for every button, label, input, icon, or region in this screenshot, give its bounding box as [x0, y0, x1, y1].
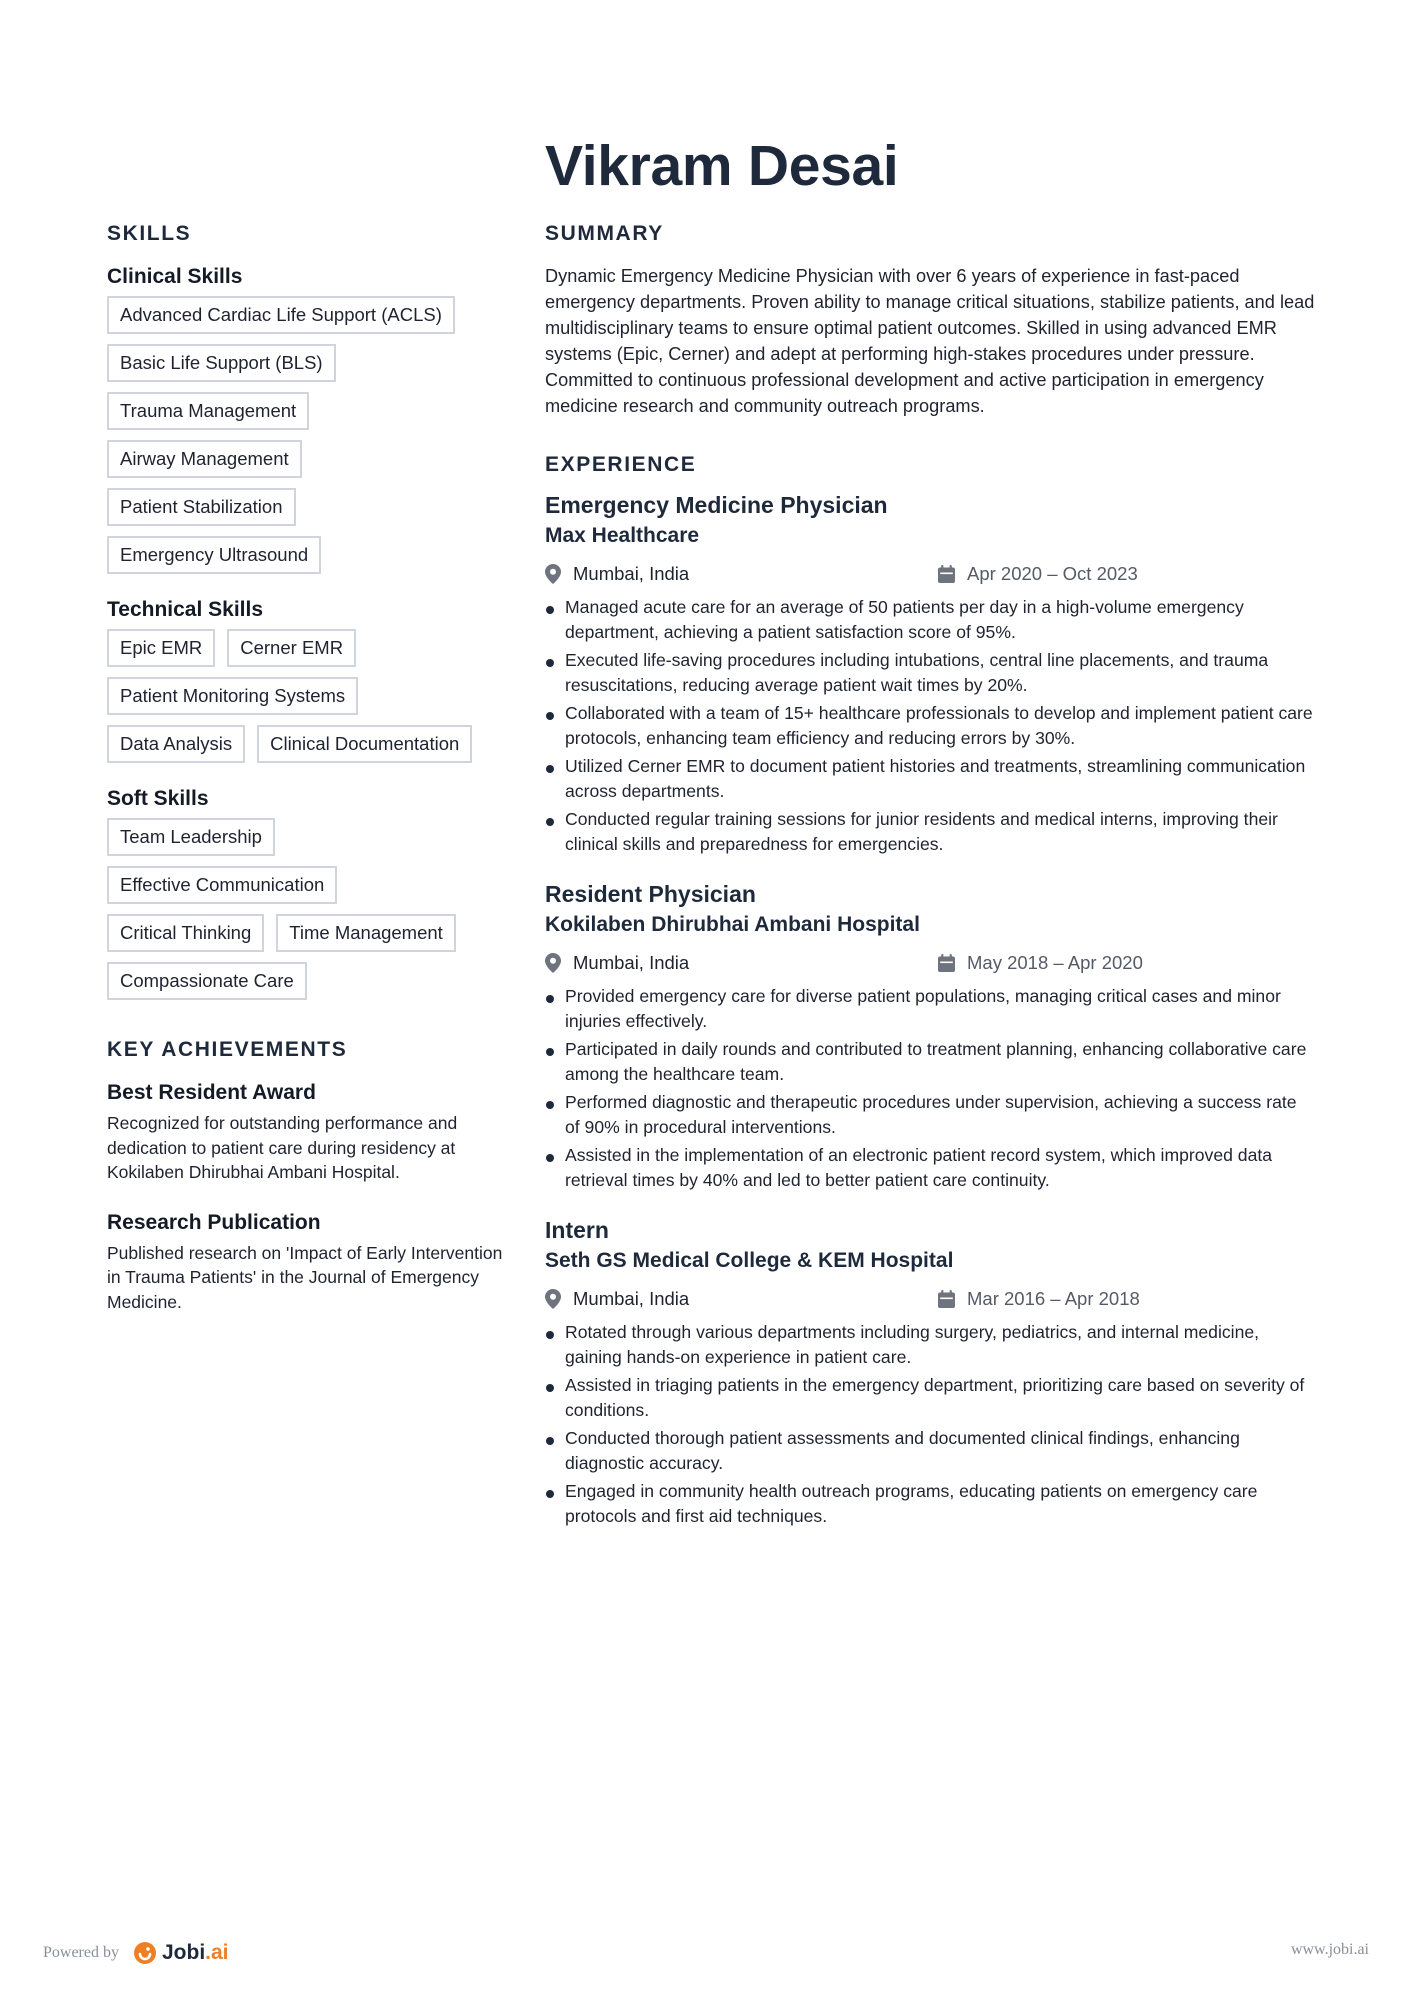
job-location [545, 561, 689, 587]
job-title: Resident Physician [545, 881, 756, 907]
achievement-item [107, 1209, 507, 1315]
skills-heading: SKILLS [107, 222, 192, 245]
job-bullet: Managed acute care for an average of 50 patients per day in a high-volume emergency department, achieving a patient satisfaction score of 95%. [545, 595, 1315, 644]
job-location-text: Mumbai, India [573, 952, 690, 973]
achievement-list [107, 1079, 507, 1314]
skill-tag: Cerner EMR [227, 629, 356, 667]
job-bullets [545, 984, 1315, 1192]
job-bullet: Collaborated with a team of 15+ healthcare professionals to develop and implement patient care protocols, enhancing team efficiency and reducing errors by 30%. [545, 701, 1315, 750]
job-location-text: Mumbai, India [573, 563, 690, 584]
job-bullet: Conducted regular training sessions for junior residents and medical interns, improving their clinical skills and preparedness for emergencies. [545, 807, 1315, 856]
skills-section [107, 220, 507, 1010]
job-dates [938, 1286, 1140, 1312]
achievements-section [107, 1036, 507, 1314]
skill-tag: Clinical Documentation [257, 725, 472, 763]
skill-tag: Advanced Cardiac Life Support (ACLS) [107, 296, 455, 334]
skill-tag: Compassionate Care [107, 962, 307, 1000]
left-column [107, 220, 507, 1338]
summary-section [545, 220, 1315, 419]
job-company: Max Healthcare [545, 524, 700, 547]
job-dates [938, 561, 1138, 587]
skill-group-title: Clinical Skills [107, 265, 243, 288]
job-bullet: Provided emergency care for diverse patient populations, managing critical cases and minor injuries effectively. [545, 984, 1315, 1033]
job-bullet: Rotated through various departments including surgery, pediatrics, and internal medicine, gaining hands-on experience in patient care. [545, 1320, 1315, 1369]
achievement-description: Recognized for outstanding performance and dedication to patient care during residency at Kokilaben Dhirubhai Ambani Hospital. [107, 1113, 458, 1182]
jobi-logo[interactable] [133, 1941, 229, 1965]
achievement-title: Research Publication [107, 1210, 321, 1234]
skill-tag: Epic EMR [107, 629, 215, 667]
skill-tag: Critical Thinking [107, 914, 264, 952]
job-bullets [545, 595, 1315, 856]
skill-tag: Basic Life Support (BLS) [107, 344, 336, 382]
skill-tag: Data Analysis [107, 725, 245, 763]
job-company: Seth GS Medical College & KEM Hospital [545, 1249, 954, 1272]
job-title: Intern [545, 1217, 609, 1243]
summary-heading: SUMMARY [545, 222, 664, 245]
right-column [545, 220, 1315, 1550]
job-company: Kokilaben Dhirubhai Ambani Hospital [545, 913, 920, 936]
experience-item [545, 489, 1315, 856]
job-bullet: Utilized Cerner EMR to document patient histories and treatments, streamlining communication across departments. [545, 754, 1315, 803]
skill-group [107, 263, 507, 584]
skill-tag: Trauma Management [107, 392, 309, 430]
job-bullet: Performed diagnostic and therapeutic procedures under supervision, achieving a success rate of 90% in procedural interventions. [545, 1090, 1315, 1139]
job-location [545, 1286, 689, 1312]
calendar-icon [938, 565, 955, 583]
skill-tag: Patient Monitoring Systems [107, 677, 358, 715]
experience-item [545, 1214, 1315, 1528]
skill-group [107, 785, 507, 1010]
job-dates-text: May 2018 – Apr 2020 [967, 952, 1143, 973]
skill-tags [107, 629, 507, 773]
job-location [545, 950, 689, 976]
brand-accent: .ai [205, 1941, 229, 1964]
summary-text: Dynamic Emergency Medicine Physician with over 6 years of experience in fast-paced emergency departments. Proven ability to manage critical situations, stabilize patients, and lead multidisciplinary teams to ensure optimal patient outcomes. Skilled in using advanced EMR systems (Epic, Cerner) and adept at performing high-stakes procedures under pressure. Committed to continuous professional development and active participation in emergency medicine research and community outreach programs. [545, 266, 1315, 416]
job-dates [938, 950, 1143, 976]
brand-name [162, 1941, 229, 1965]
job-location-text: Mumbai, India [573, 1288, 690, 1309]
skill-group-title: Soft Skills [107, 787, 209, 810]
experience-heading: EXPERIENCE [545, 453, 697, 476]
job-dates-text: Mar 2016 – Apr 2018 [967, 1288, 1140, 1309]
skill-group-title: Technical Skills [107, 598, 264, 621]
job-bullet: Executed life-saving procedures including intubations, central line placements, and trauma resuscitations, reducing average patient wait times by 20%. [545, 648, 1315, 697]
achievement-item [107, 1079, 507, 1185]
skill-tag: Emergency Ultrasound [107, 536, 321, 574]
location-pin-icon [545, 564, 561, 584]
powered-by-text: Powered by [43, 1944, 119, 1961]
footer-powered-by [43, 1941, 229, 1965]
job-meta [545, 950, 1315, 976]
job-bullet: Conducted thorough patient assessments and documented clinical findings, enhancing diagnostic accuracy. [545, 1426, 1315, 1475]
experience-item [545, 878, 1315, 1192]
achievements-heading: KEY ACHIEVEMENTS [107, 1038, 348, 1061]
footer-url[interactable]: www.jobi.ai [1290, 1941, 1369, 1958]
location-pin-icon [545, 953, 561, 973]
calendar-icon [938, 1290, 955, 1308]
achievement-description: Published research on 'Impact of Early Intervention in Trauma Patients' in the Journal of Emergency Medicine. [107, 1242, 503, 1312]
job-bullets [545, 1320, 1315, 1528]
job-meta [545, 561, 1315, 587]
job-bullet: Assisted in the implementation of an electronic patient record system, which improved data retrieval times by 40% and led to better patient care continuity. [545, 1143, 1315, 1192]
job-list [545, 489, 1315, 1528]
job-bullet: Assisted in triaging patients in the emergency department, prioritizing care based on severity of conditions. [545, 1373, 1315, 1422]
skill-tag: Patient Stabilization [107, 488, 296, 526]
location-pin-icon [545, 1289, 561, 1309]
job-bullet: Participated in daily rounds and contributed to treatment planning, enhancing collaborative care among the healthcare team. [545, 1037, 1315, 1086]
jobi-logo-icon [133, 1941, 157, 1965]
skill-tag: Airway Management [107, 440, 302, 478]
skill-tag: Effective Communication [107, 866, 337, 904]
brand-main: Jobi [161, 1941, 206, 1964]
candidate-name: Vikram Desai [545, 134, 899, 198]
job-dates-text: Apr 2020 – Oct 2023 [967, 563, 1138, 584]
job-meta [545, 1286, 1315, 1312]
experience-section [545, 451, 1315, 1528]
achievement-title: Best Resident Award [107, 1081, 316, 1104]
skill-groups [107, 263, 507, 1010]
skill-tags [107, 296, 507, 584]
job-bullet: Engaged in community health outreach programs, educating patients on emergency care protocols and first aid techniques. [545, 1479, 1315, 1528]
skill-group [107, 596, 507, 773]
skill-tag: Time Management [276, 914, 456, 952]
skill-tag: Team Leadership [107, 818, 275, 856]
calendar-icon [938, 954, 955, 972]
skill-tags [107, 818, 507, 1010]
job-title: Emergency Medicine Physician [545, 492, 888, 518]
